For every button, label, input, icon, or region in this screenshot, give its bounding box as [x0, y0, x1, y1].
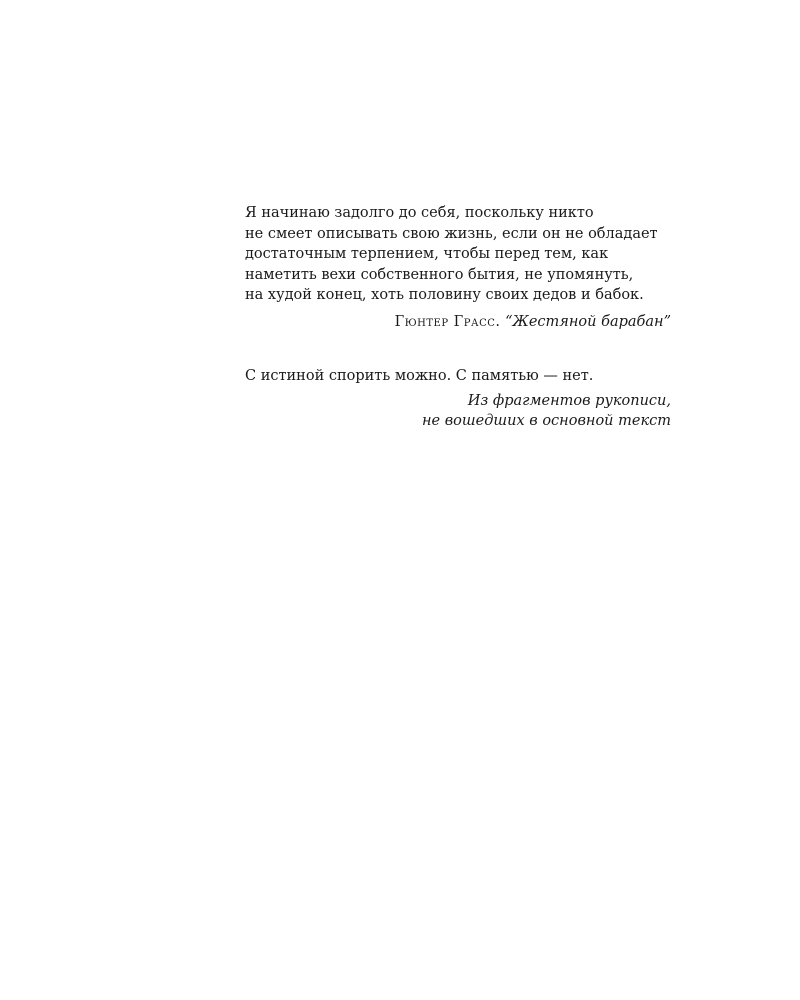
source-line: не вошедших в основной текст	[422, 413, 671, 429]
quote-line: на худой конец, хоть половину своих дедов и бабок.	[245, 287, 644, 303]
epigraph-attribution	[245, 312, 671, 333]
quote-line: С истиной спорить можно. С памятью — нет.	[245, 368, 594, 384]
work-title: “Жестяной барабан”	[505, 313, 671, 330]
epigraph-memory	[245, 366, 671, 432]
quote-line: Я начинаю задолго до себя, поскольку никто	[245, 205, 594, 221]
quote-line: не смеет описывать свою жизнь, если он не обладает	[245, 225, 658, 242]
quote-line: наметить вехи собственного бытия, не упомянуть,	[245, 266, 634, 283]
quote-line: достаточным терпением, чтобы перед тем, как	[245, 246, 609, 262]
epigraph-source	[245, 391, 671, 412]
author-name: Гюнтер Грасс.	[394, 313, 501, 330]
source-line: Из фрагментов рукописи,	[467, 392, 671, 409]
epigraph-source	[245, 411, 671, 432]
epigraph-grass	[245, 203, 671, 332]
